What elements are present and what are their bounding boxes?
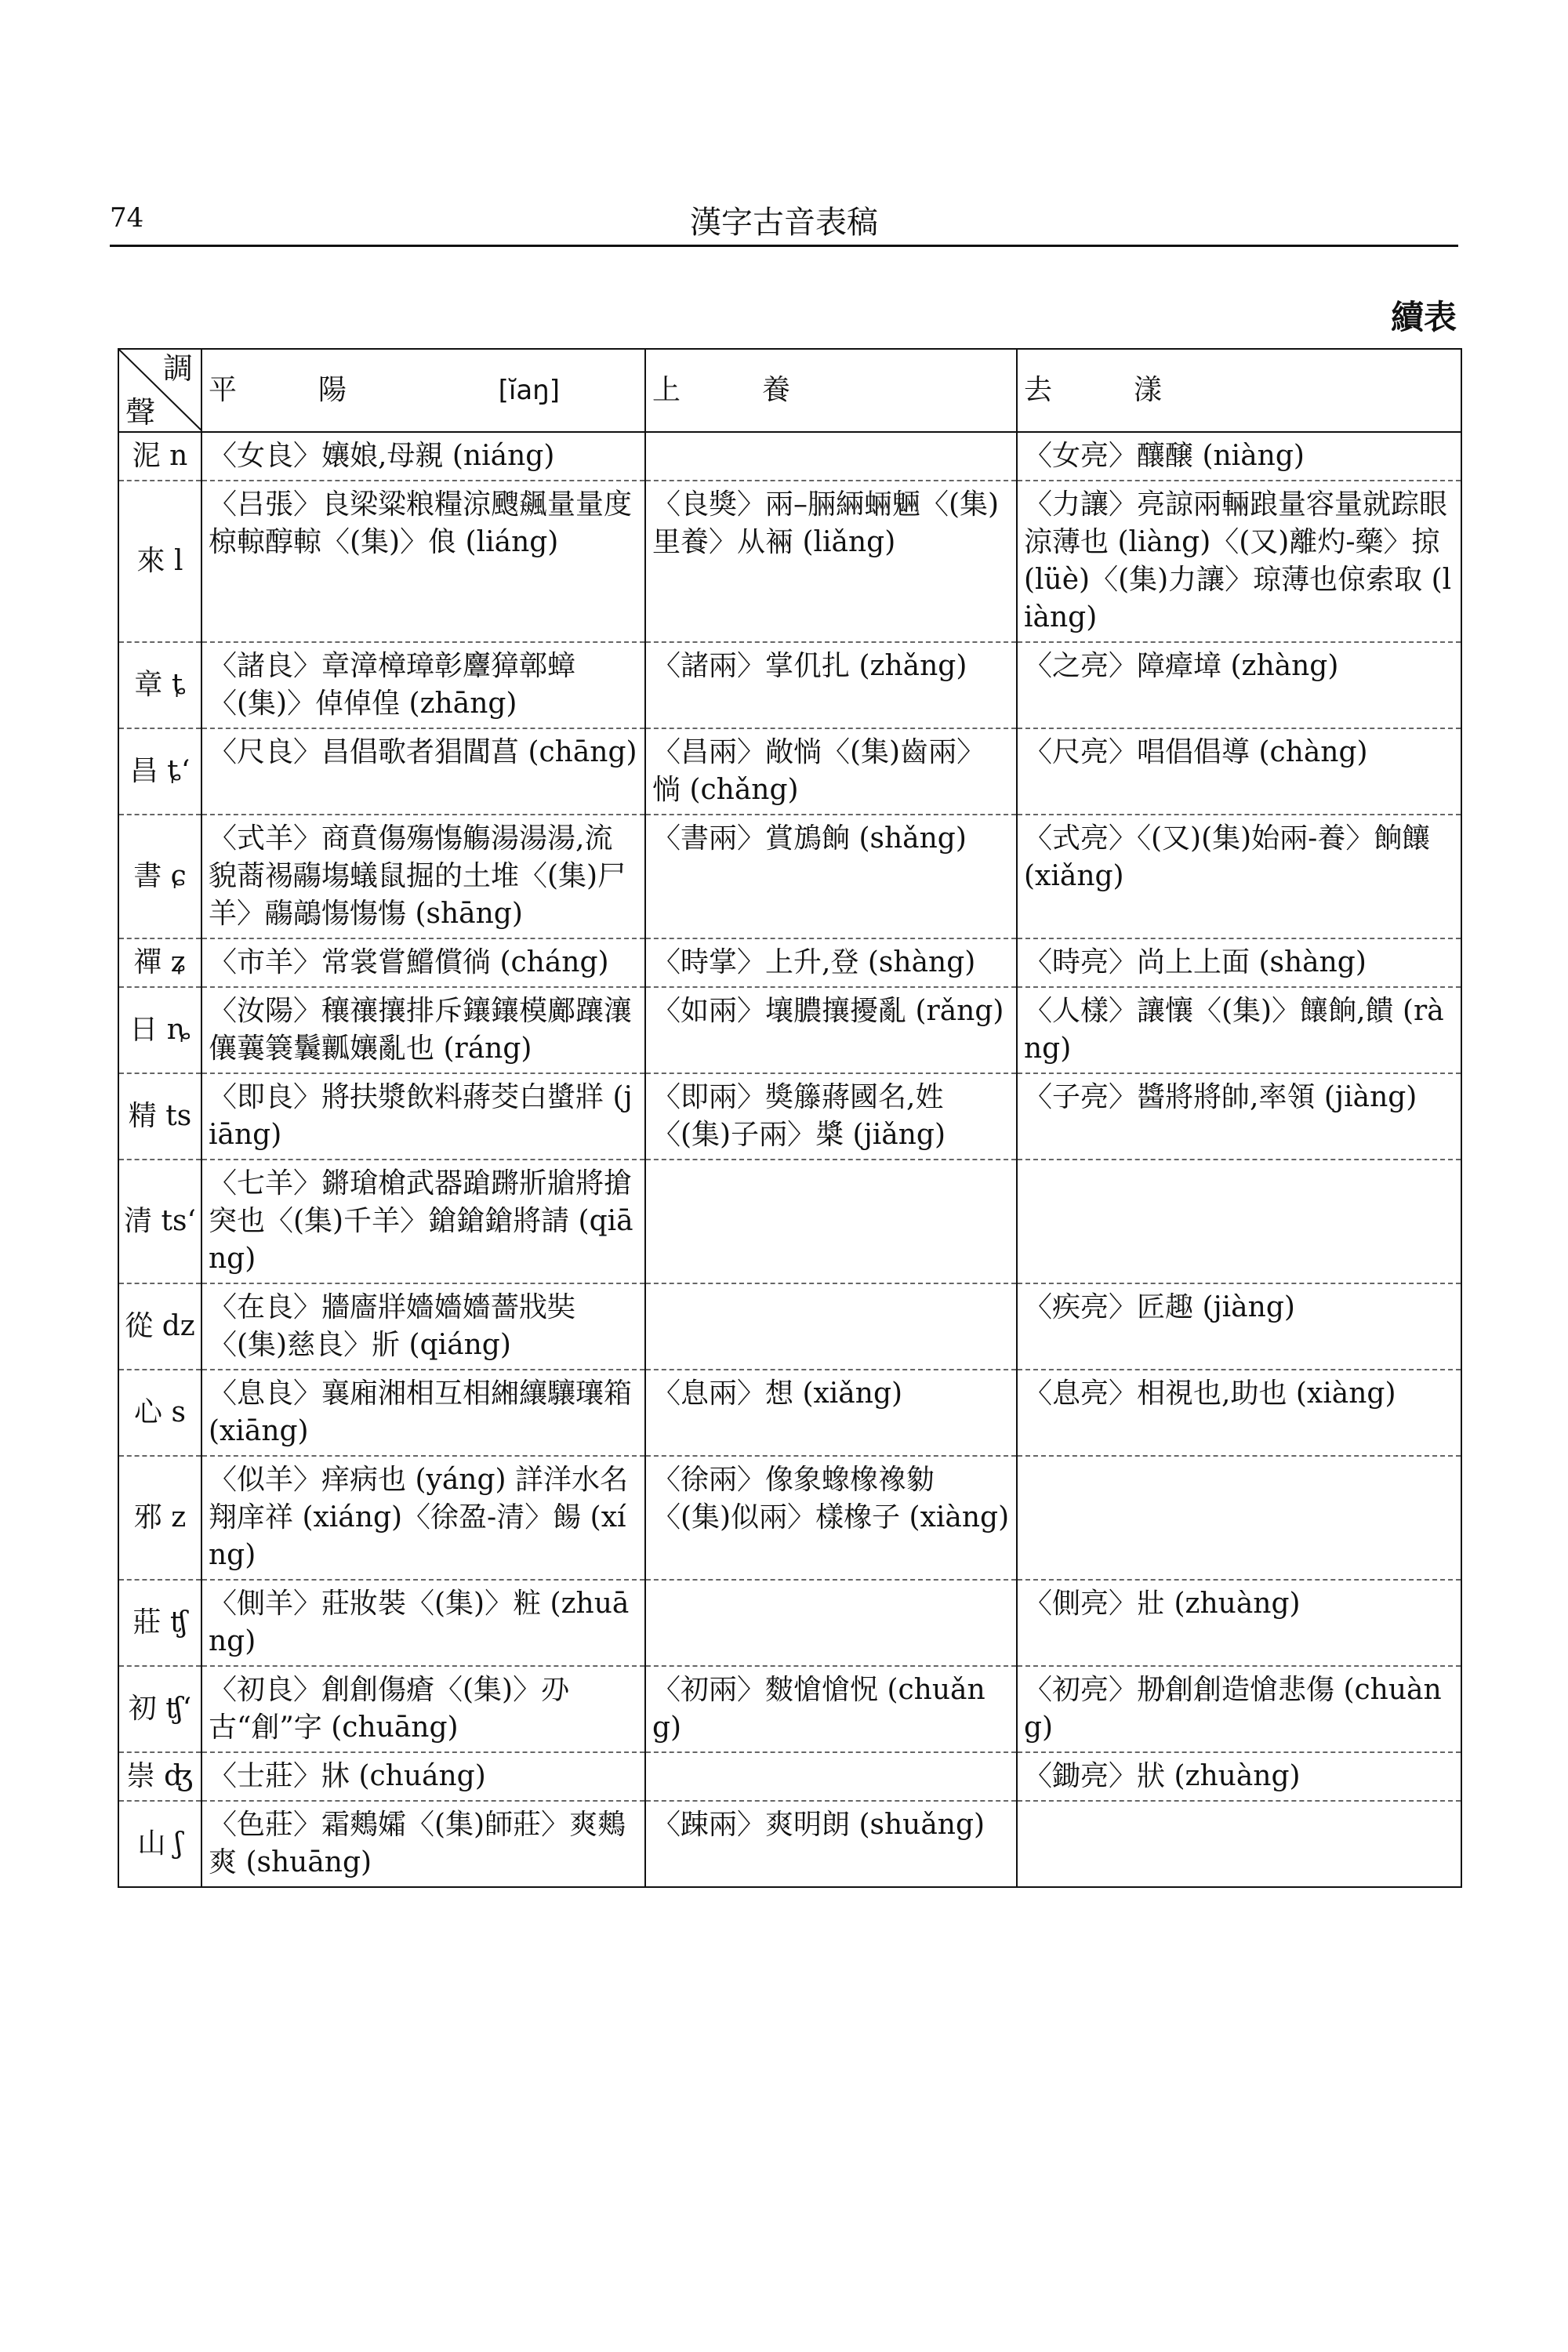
initial-cell: 日 ȵ [118,987,201,1073]
shang-cell [645,432,1017,481]
shang-cell [645,1283,1017,1370]
table-row [118,432,1461,481]
ping-cell: 〈式羊〉商賁傷殤慯觴湯湯湯,流貌蔏裼鬺塲蟻鼠掘的土堆〈(集)尸羊〉鬺鶮慯慯慯 (shāng) [201,815,645,938]
shang-cell: 〈書兩〉賞鴋餉 (shǎng) [645,815,1017,938]
header-rule [110,245,1458,247]
qu-cell: 〈人樣〉讓懹〈(集)〉饟餉,饋 (ràng) [1017,987,1461,1073]
shang-cell: 〈如兩〉壤膿攘擾亂 (rǎng) [645,987,1017,1073]
initial-cell: 從 dz [118,1283,201,1370]
ping-cell: 〈七羊〉鏘瑲槍武器蹌蹡斨牄將搶突也〈(集)千羊〉鎗鎗鎗將請 (qiāng) [201,1160,645,1283]
table-row [118,1666,1461,1752]
initial-cell: 昌 ȶʻ [118,728,201,815]
initial-cell: 心 s [118,1370,201,1456]
ping-cell: 〈在良〉牆廧牂嬙嬙嬙薔戕奘〈(集)慈良〉斨 (qiáng) [201,1283,645,1370]
ping-cell: 〈諸良〉章漳樟璋彰麞獐鄣蟑〈(集)〉倬倬偟 (zhāng) [201,642,645,728]
header-rime-label: [ĭaŋ] [498,375,560,406]
running-title: 漢字古音表稿 [690,205,878,241]
ping-cell: 〈士莊〉牀 (chuáng) [201,1752,645,1801]
table-row [118,642,1461,728]
header-shang-cell [645,349,1017,432]
initial-cell: 清 tsʻ [118,1160,201,1283]
table-row [118,815,1461,938]
ping-cell: 〈側羊〉莊妝裝〈(集)〉粧 (zhuāng) [201,1580,645,1666]
initial-cell: 精 ts [118,1073,201,1160]
ping-cell: 〈即良〉將扶漿飲料蔣茭白螿牂 (jiāng) [201,1073,645,1160]
ping-cell: 〈尺良〉昌倡歌者猖閶菖 (chāng) [201,728,645,815]
header-shang-label: 上 養 [652,374,818,406]
ping-cell: 〈汝陽〉穰禳攘排斥鑲鑲模鄺躟瀼儴蘘簔鬤瓤孃亂也 (ráng) [201,987,645,1073]
initial-cell: 山 ʃ [118,1801,201,1887]
table-row [118,728,1461,815]
corner-tone-label: 調 [162,351,193,386]
ping-cell: 〈息良〉襄廂湘相互相緗纕驤瓖箱 (xiāng) [201,1370,645,1456]
qu-cell: 〈側亮〉壯 (zhuàng) [1017,1580,1461,1666]
qu-cell: 〈女亮〉釀醸 (niàng) [1017,432,1461,481]
ping-cell: 〈似羊〉痒病也 (yáng) 詳洋水名翔庠祥 (xiáng)〈徐盈-清〉餳 (xíng) [201,1456,645,1580]
qu-cell: 〈式亮〉〈(又)(集)始兩-養〉餉饟 (xiǎng) [1017,815,1461,938]
table-row [118,938,1461,987]
table-row [118,1801,1461,1887]
shang-cell: 〈初兩〉麬愴愴怳 (chuǎng) [645,1666,1017,1752]
qu-cell: 〈初亮〉刱創創造愴悲傷 (chuàng) [1017,1666,1461,1752]
rhyme-table [118,348,1462,1888]
qu-cell: 〈子亮〉醬將將帥,率領 (jiàng) [1017,1073,1461,1160]
qu-cell: 〈疾亮〉匠趣 (jiàng) [1017,1283,1461,1370]
shang-cell: 〈踈兩〉爽明朗 (shuǎng) [645,1801,1017,1887]
table-row [118,1580,1461,1666]
shang-cell [645,1160,1017,1283]
table-row [118,987,1461,1073]
shang-cell: 〈息兩〉想 (xiǎng) [645,1370,1017,1456]
header-qu-cell [1017,349,1461,432]
ping-cell: 〈市羊〉常裳嘗鱨償徜 (cháng) [201,938,645,987]
table-row [118,1752,1461,1801]
ping-cell: 〈初良〉創創傷瘡〈(集)〉刅古“創”字 (chuāng) [201,1666,645,1752]
ping-cell: 〈吕張〉良梁粱粮糧涼颼飆量量度椋輬醇輬〈(集)〉俍 (liáng) [201,481,645,642]
initial-cell: 禪 ʑ [118,938,201,987]
initial-cell: 書 ɕ [118,815,201,938]
table-row [118,1073,1461,1160]
qu-cell [1017,1160,1461,1283]
qu-cell: 〈時亮〉尚上上面 (shàng) [1017,938,1461,987]
table-row [118,1160,1461,1283]
initial-cell: 莊 ʧ [118,1580,201,1666]
header-qu-label: 去 漾 [1024,374,1189,406]
table-row [118,481,1461,642]
initial-cell: 章 ȶ [118,642,201,728]
qu-cell [1017,1456,1461,1580]
table-row [118,1370,1461,1456]
initial-cell: 泥 n [118,432,201,481]
initial-cell: 來 l [118,481,201,642]
shang-cell: 〈諸兩〉掌仉扎 (zhǎng) [645,642,1017,728]
shang-cell [645,1752,1017,1801]
shang-cell: 〈時掌〉上升,登 (shàng) [645,938,1017,987]
ping-cell: 〈色莊〉霜鷞孀〈(集)師莊〉爽鷞爽 (shuāng) [201,1801,645,1887]
qu-cell: 〈力讓〉亮諒兩輛踉量容量就踪眼涼薄也 (liàng)〈(又)離灼-藥〉掠 (lüè)〈(集)力讓〉琼薄也倞索取 (liàng) [1017,481,1461,642]
header-ping-label: 平 陽 [209,374,374,406]
ping-cell: 〈女良〉孃娘,母親 (niáng) [201,432,645,481]
shang-cell: 〈良獎〉兩–脼緉蜽魎〈(集)里養〉从裲 (liǎng) [645,481,1017,642]
corner-header-cell [118,349,201,432]
qu-cell: 〈鋤亮〉狀 (zhuàng) [1017,1752,1461,1801]
qu-cell: 〈尺亮〉唱倡倡導 (chàng) [1017,728,1461,815]
shang-cell: 〈昌兩〉敞惝〈(集)齒兩〉惝 (chǎng) [645,728,1017,815]
qu-cell: 〈息亮〉相視也,助也 (xiàng) [1017,1370,1461,1456]
shang-cell: 〈即兩〉獎籐蔣國名,姓〈(集)子兩〉槳 (jiǎng) [645,1073,1017,1160]
table-header-row [118,349,1461,432]
qu-cell [1017,1801,1461,1887]
page-number: 74 [110,202,144,234]
table-row [118,1456,1461,1580]
qu-cell: 〈之亮〉障瘴墇 (zhàng) [1017,642,1461,728]
continued-label: 續表 [1390,298,1457,336]
header-ping-cell [201,349,645,432]
shang-cell [645,1580,1017,1666]
initial-cell: 崇 ʤ [118,1752,201,1801]
corner-initial-label: 聲 [125,395,156,430]
initial-cell: 初 ʧʻ [118,1666,201,1752]
initial-cell: 邪 z [118,1456,201,1580]
table-row [118,1283,1461,1370]
shang-cell: 〈徐兩〉像象蟓橡襐勨〈(集)似兩〉樣橡子 (xiàng) [645,1456,1017,1580]
